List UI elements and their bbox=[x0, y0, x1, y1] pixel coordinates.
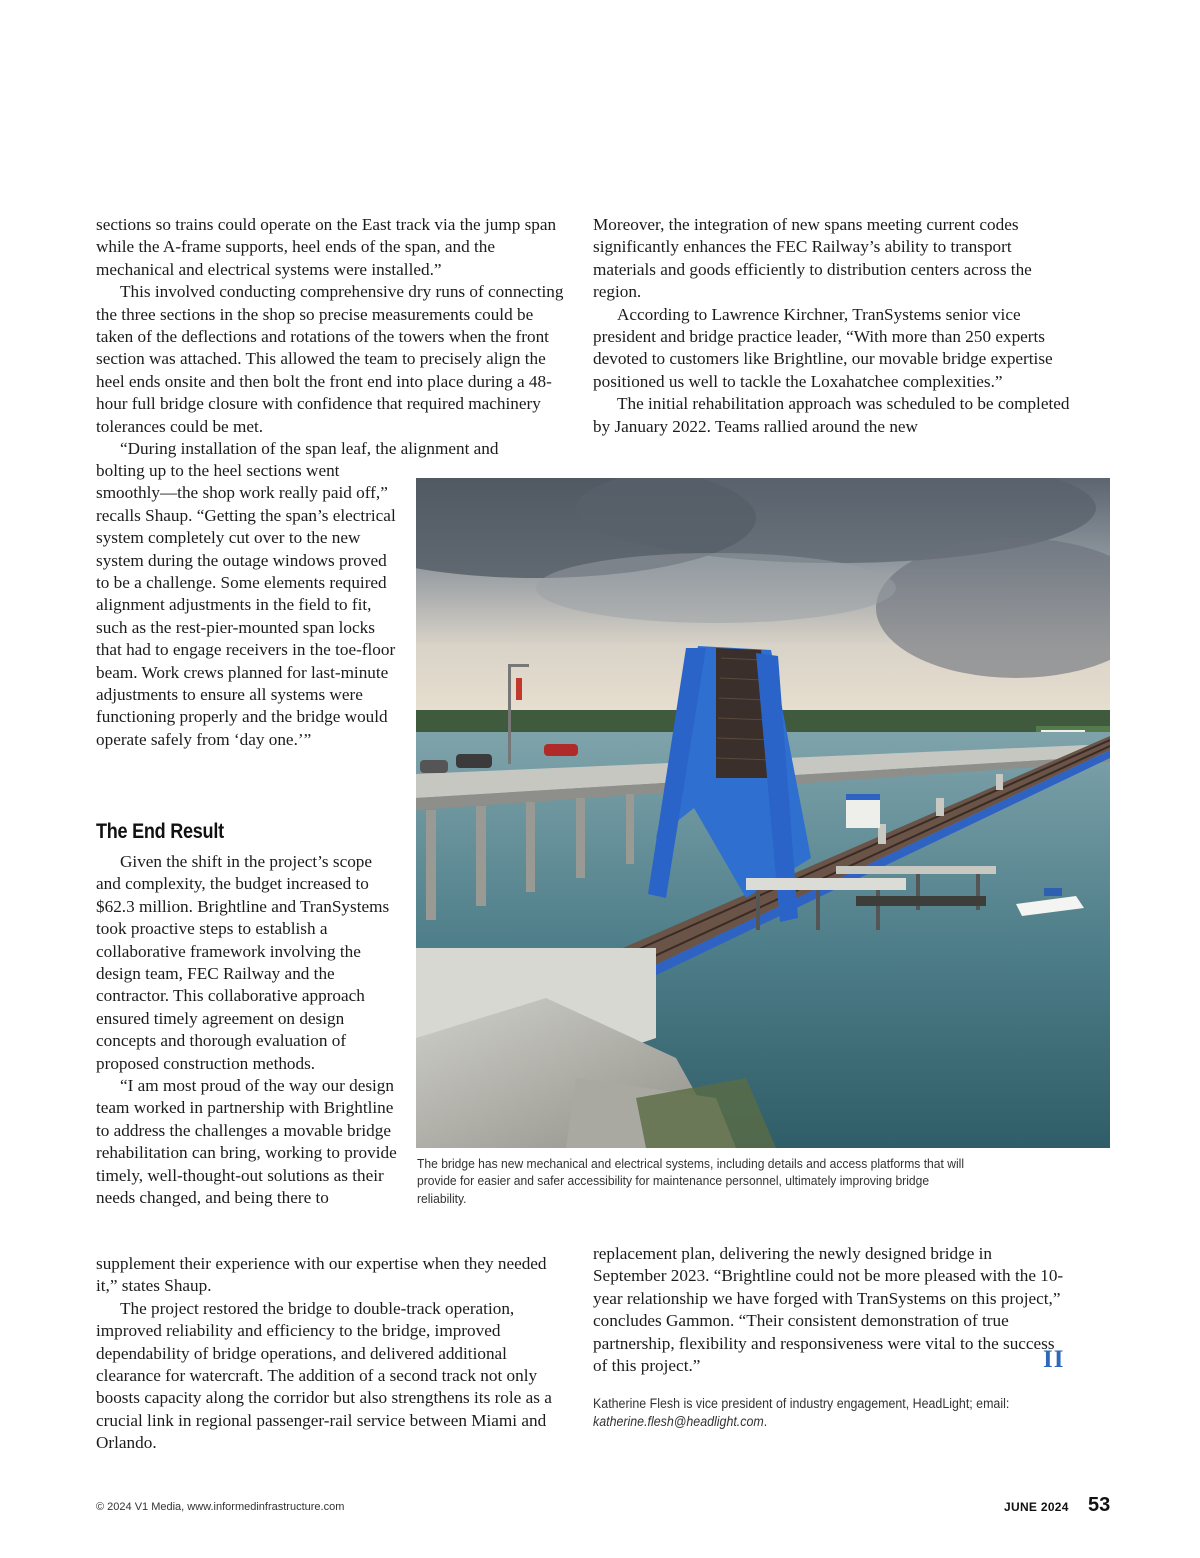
footer-issue-date: JUNE 2024 bbox=[1004, 1500, 1069, 1514]
body-paragraph: supplement their experience with our expertise when they needed it,” states Shaup. bbox=[96, 1254, 547, 1296]
author-bio-text: Katherine Flesh is vice president of industry engagement, HeadLight; email: bbox=[593, 1396, 1010, 1411]
right-column-bottom bbox=[593, 1243, 1069, 1377]
left-column-narrow-2 bbox=[96, 851, 398, 1210]
left-column-top bbox=[96, 214, 574, 460]
bridge-photo-icon bbox=[416, 478, 1110, 1148]
left-column-bottom bbox=[96, 1253, 572, 1455]
author-bio-end-punct: . bbox=[763, 1414, 768, 1430]
body-paragraph: “I am most proud of the way our design team worked in partnership with Brightline to address the challenges a movable bridge rehabilitation can bring, working to provide timely, well-thought-out solutions as their needs changed, and being there to bbox=[96, 1076, 397, 1208]
body-paragraph: Given the shift in the project’s scope and complexity, the budget increased to $62.3 million. Brightline and TranSystems took proactive steps to establish a collaborative framework involving the design team, FEC Railway and the contractor. This collaborative approach ensured timely agreement on design concepts and thorough evaluation of proposed construction methods. bbox=[96, 852, 390, 1073]
body-paragraph: The initial rehabilitation approach was scheduled to be completed by January 2022. Teams rallied around the new bbox=[593, 394, 1070, 436]
right-column-top bbox=[593, 214, 1071, 438]
body-paragraph: bolting up to the heel sections went smoothly—the shop work really paid off,” recalls Shaup. “Getting the span’s electrical system completely cut over to the new system during the outage windows proved to be a challenge. Some elements required alignment adjustments in the field to fit, such as the rest-pier-mounted span locks that had to engage receivers in the toe-floor beam. Work crews planned for last-minute adjustments to ensure all systems were functioning properly and the bridge would operate safely from ‘day one.’” bbox=[96, 461, 396, 749]
body-paragraph: According to Lawrence Kirchner, TranSystems senior vice president and bridge practice leader, “With more than 250 experts devoted to customers like Brightline, our movable bridge expertise positioned us well to tackle the Loxahatchee complexities.” bbox=[593, 304, 1053, 391]
bridge-photo bbox=[416, 478, 1110, 1148]
page-number: 53 bbox=[1088, 1494, 1111, 1516]
body-paragraph: replacement plan, delivering the newly designed bridge in September 2023. “Brightline could not be more pleased with the 10-year relationship we have forged with TranSystems on this project,” concludes Gammon. “Their consistent demonstration of true partnership, flexibility and responsiveness were vital to the success of this project.” bbox=[593, 1244, 1064, 1376]
body-paragraph: “During installation of the span leaf, the alignment and bbox=[120, 439, 499, 459]
body-paragraph: Moreover, the integration of new spans meeting current codes significantly enhances the FEC Railway’s ability to transport materials and goods efficiently to distribution centers across the region. bbox=[593, 215, 1032, 302]
author-email-link[interactable]: katherine.flesh@headlight.com bbox=[593, 1414, 764, 1430]
author-bio bbox=[593, 1395, 1035, 1432]
photo-caption: The bridge has new mechanical and electrical systems, including details and access platforms that will provide for easier and safer accessibility for maintenance personnel, ultimately improving bridge reliability. bbox=[417, 1156, 965, 1206]
left-column-narrow bbox=[96, 460, 396, 751]
footer-copyright: © 2024 V1 Media, www.informedinfrastructure.com bbox=[96, 1501, 345, 1513]
section-heading: The End Result bbox=[96, 820, 224, 843]
body-paragraph: This involved conducting comprehensive dry runs of connecting the three sections in the shop so precise measurements could be taken of the deflections and rotations of the towers when the front section was attached. This allowed the team to precisely align the heel ends onsite and then bolt the front end into place during a 48-hour full bridge closure with confidence that required machinery tolerances could be met. bbox=[96, 282, 564, 436]
body-paragraph: The project restored the bridge to double-track operation, improved reliability and efficiency to the bridge, improved dependability of bridge operations, and delivered additional clearance for watercraft. The addition of a second track not only boosts capacity along the corridor but also strengthens its role as a crucial link in regional passenger-rail service between Miami and Orlando. bbox=[96, 1298, 552, 1453]
end-of-article-mark: II bbox=[1043, 1346, 1065, 1373]
body-paragraph: sections so trains could operate on the East track via the jump span while the A-frame supports, heel ends of the span, and the mechanical and electrical systems were installed.” bbox=[96, 215, 557, 279]
